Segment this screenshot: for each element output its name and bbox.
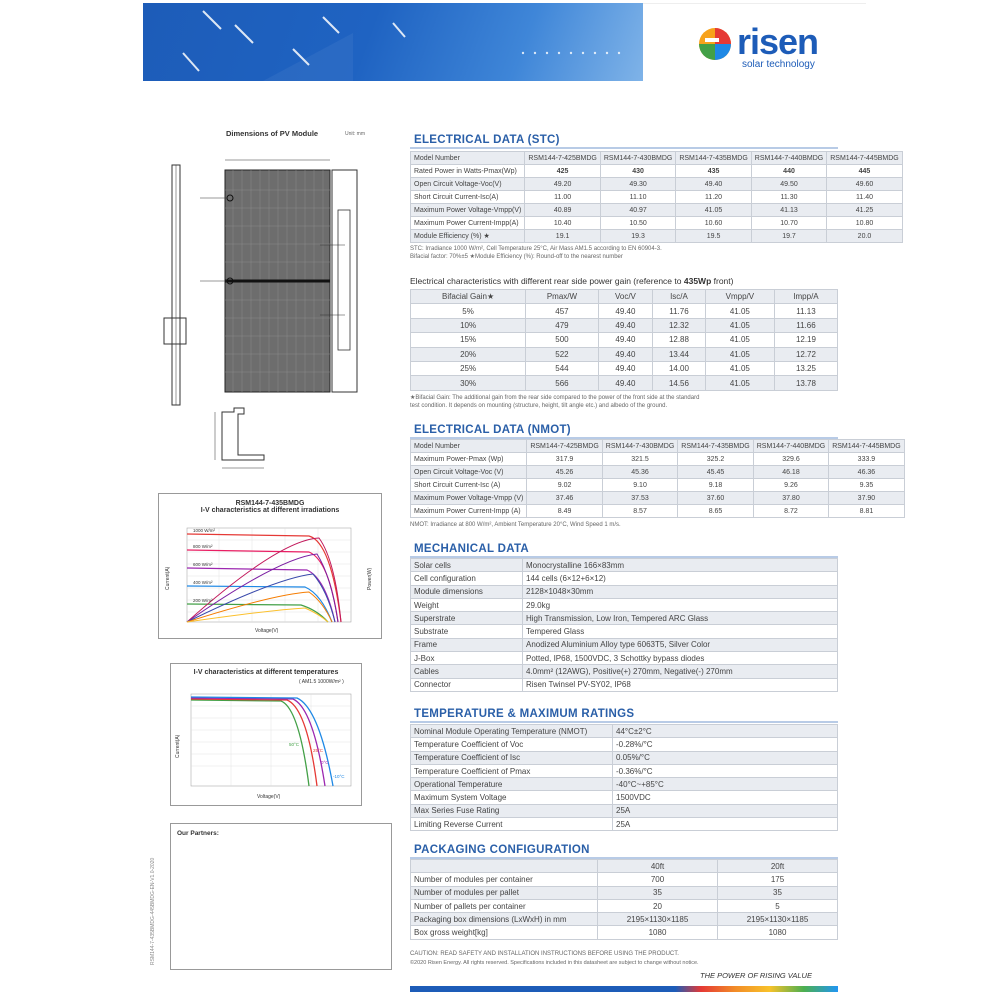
bifacial-title-end: front)	[711, 276, 734, 286]
table-cell: 9.18	[678, 479, 753, 492]
risen-logo-icon	[697, 26, 733, 62]
table-cell: 9.35	[829, 479, 904, 492]
table-cell: 41.05	[705, 318, 774, 332]
table-cell: 14.00	[653, 361, 706, 375]
table-header-cell: Vmpp/V	[705, 290, 774, 304]
table-cell: 457	[526, 304, 599, 318]
table-row	[411, 165, 903, 178]
table-cell: 329.6	[753, 453, 828, 466]
table-cell: 41.05	[705, 376, 774, 390]
table-cell: 9.10	[602, 479, 677, 492]
table-cell: 35	[718, 886, 838, 899]
table-row	[411, 347, 838, 361]
table-row	[411, 926, 838, 939]
mechanical-table	[410, 558, 838, 692]
table-cell: 144 cells (6×12+6×12)	[523, 572, 838, 585]
brand-name: risen	[737, 21, 819, 62]
table-cell: Weight	[411, 598, 523, 611]
table-header-cell: Isc/A	[653, 290, 706, 304]
temp-label: -10°C	[333, 774, 345, 779]
table-cell: Cell configuration	[411, 572, 523, 585]
table-cell: 11.30	[751, 191, 826, 204]
table-row	[411, 585, 838, 598]
table-cell: Short Circuit Current-Isc (A)	[411, 479, 527, 492]
divider	[410, 721, 838, 723]
table-cell: 41.05	[705, 347, 774, 361]
table-row	[411, 598, 838, 611]
table-cell: Connector	[411, 678, 523, 691]
stc-table	[410, 151, 903, 243]
table-cell: 10.50	[600, 217, 675, 230]
table-row	[411, 453, 905, 466]
table-cell: 10%	[411, 318, 526, 332]
table-cell: 49.40	[598, 347, 652, 361]
table-cell: Maximum System Voltage	[411, 791, 613, 804]
table-cell: Operational Temperature	[411, 778, 613, 791]
table-cell: 49.20	[525, 178, 600, 191]
iv-irr-title: I-V characteristics at different irradiations	[200, 507, 340, 514]
table-cell: 8.57	[602, 505, 677, 518]
stc-note: STC: Irradiance 1000 W/m², Cell Temperature 25°C, Air Mass AM1.5 according to EN 60904-3.	[410, 246, 662, 252]
table-row	[411, 204, 903, 217]
table-row	[411, 818, 838, 831]
table-row	[411, 505, 905, 518]
table-cell: Solar cells	[411, 559, 523, 572]
stc-header-cell: RSM144-7-435BMDG	[676, 152, 751, 165]
caution-text: CAUTION: READ SAFETY AND INSTALLATION INSTRUCTIONS BEFORE USING THE PRODUCT.	[410, 951, 679, 957]
table-header-cell: Pmax/W	[526, 290, 599, 304]
table-cell: Limiting Reverse Current	[411, 818, 613, 831]
iv-irradiation-panel	[158, 493, 382, 639]
table-cell: Superstrate	[411, 612, 523, 625]
nmot-title: ELECTRICAL DATA (NMOT)	[414, 424, 571, 436]
bifacial-note: ★Bifacial Gain: The additional gain from the rear side compared to the power of the front side at the standard	[410, 395, 700, 401]
table-cell: 544	[526, 361, 599, 375]
table-cell: 321.5	[602, 453, 677, 466]
table-row	[411, 764, 838, 777]
nmot-header-cell: RSM144-7-435BMDG	[678, 440, 753, 453]
table-cell: 20%	[411, 347, 526, 361]
iv-temperature-panel	[170, 663, 362, 806]
table-cell: 14.56	[653, 376, 706, 390]
table-cell: 8.65	[678, 505, 753, 518]
table-cell: 11.00	[525, 191, 600, 204]
table-cell: 15%	[411, 333, 526, 347]
mechanical-title: MECHANICAL DATA	[414, 543, 530, 555]
table-cell: Nominal Module Operating Temperature (NMOT)	[411, 725, 613, 738]
table-header-row	[411, 290, 838, 304]
table-cell: 35	[598, 886, 718, 899]
header-banner	[143, 3, 643, 81]
table-cell: 12.32	[653, 318, 706, 332]
table-cell: 37.53	[602, 492, 677, 505]
table-cell: 13.25	[774, 361, 837, 375]
table-cell: 11.76	[653, 304, 706, 318]
y-axis-label: Current(A)	[175, 734, 181, 758]
table-cell: 49.30	[600, 178, 675, 191]
table-row	[411, 178, 903, 191]
copyright-text: ©2020 Risen Energy. All rights reserved. Specifications included in this datasheet are subject to change without notice.	[410, 960, 699, 966]
module-dimension-drawing	[160, 150, 390, 480]
bifacial-title-bold: 435Wp	[683, 276, 712, 286]
nmot-header-cell: RSM144-7-425BMDG	[527, 440, 602, 453]
table-cell: 12.88	[653, 333, 706, 347]
table-cell: 566	[526, 376, 599, 390]
table-cell: 45.26	[527, 466, 602, 479]
table-cell: 41.13	[751, 204, 826, 217]
table-cell: Number of modules per pallet	[411, 886, 598, 899]
iv-temp-cond: ( AM1.5 1000W/m² )	[299, 679, 344, 685]
table-cell: 41.05	[676, 204, 751, 217]
table-cell: 37.80	[753, 492, 828, 505]
table-cell: 12.72	[774, 347, 837, 361]
table-cell: Maximum Power Current-Impp (A)	[411, 505, 527, 518]
table-cell: Anodized Aluminium Alloy type 6063T5, Silver Color	[523, 638, 838, 651]
table-cell: 500	[526, 333, 599, 347]
table-cell: 0.05%/°C	[613, 751, 838, 764]
footer-color-bar	[410, 986, 838, 992]
table-cell: Box gross weight[kg]	[411, 926, 598, 939]
table-row	[411, 778, 838, 791]
table-row	[411, 304, 838, 318]
table-cell: Temperature Coefficient of Voc	[411, 738, 613, 751]
table-cell: 9.02	[527, 479, 602, 492]
table-row	[411, 725, 838, 738]
table-cell: Temperature Coefficient of Pmax	[411, 764, 613, 777]
table-cell: 445	[827, 165, 902, 178]
table-cell: 10.80	[827, 217, 902, 230]
table-cell: 8.72	[753, 505, 828, 518]
table-cell: 175	[718, 873, 838, 886]
table-cell: 5%	[411, 304, 526, 318]
table-cell: 46.36	[829, 466, 904, 479]
table-cell: Maximum Power Voltage-Vmpp (V)	[411, 492, 527, 505]
table-cell: 430	[600, 165, 675, 178]
partners-box	[170, 823, 392, 970]
table-cell: 49.60	[827, 178, 902, 191]
table-cell: 11.40	[827, 191, 902, 204]
brand-tagline: solar technology	[742, 59, 815, 70]
stc-note: Bifacial factor: 70%±5 ★Module Efficiency (%): Round-off to the nearest number	[410, 254, 623, 260]
table-row	[411, 191, 903, 204]
nmot-header-cell: RSM144-7-440BMDG	[753, 440, 828, 453]
table-header-cell: 20ft	[718, 860, 838, 873]
temp-label: 0°C	[321, 760, 329, 765]
table-header-cell: Bifacial Gain★	[411, 290, 526, 304]
table-row	[411, 751, 838, 764]
table-cell: 29.0kg	[523, 598, 838, 611]
table-cell: 13.78	[774, 376, 837, 390]
table-cell: 37.60	[678, 492, 753, 505]
table-row	[411, 559, 838, 572]
nmot-header-cell: Model Number	[411, 440, 527, 453]
temperature-title: TEMPERATURE & MAXIMUM RATINGS	[414, 708, 635, 720]
bifacial-note: test condition. It depends on mounting (structure, height, tilt angle etc.) and albedo of the ground.	[410, 403, 668, 409]
table-cell: 2128×1048×30mm	[523, 585, 838, 598]
table-cell: 37.90	[829, 492, 904, 505]
table-cell: 19.1	[525, 230, 600, 243]
table-cell: 19.5	[676, 230, 751, 243]
iv-temp-title: I-V characteristics at different temperatures	[193, 669, 339, 676]
x-axis-label: Voltage(V)	[257, 794, 281, 800]
table-cell: 41.05	[705, 361, 774, 375]
table-cell: 20.0	[827, 230, 902, 243]
table-cell: Tempered Glass	[523, 625, 838, 638]
table-cell: 11.66	[774, 318, 837, 332]
table-cell: Risen Twinsel PV-SY02, IP68	[523, 678, 838, 691]
table-header-cell: Voc/V	[598, 290, 652, 304]
dimensions-unit: Unit: mm	[345, 131, 365, 137]
y-axis-label: Current(A)	[165, 566, 171, 590]
table-row	[411, 572, 838, 585]
iv-irr-model: RSM144-7-435BMDG	[235, 500, 305, 507]
document-code: RSM144-7-435BMDG-445BMDG-EN-V1.0-2020	[150, 857, 156, 965]
banner-pattern	[143, 3, 643, 81]
table-cell: Monocrystalline 166×83mm	[523, 559, 838, 572]
table-cell: 25A	[613, 804, 838, 817]
table-cell: 317.9	[527, 453, 602, 466]
temperature-table	[410, 724, 838, 831]
table-cell: 440	[751, 165, 826, 178]
table-row	[411, 318, 838, 332]
iv-temperature-chart	[171, 686, 359, 804]
table-cell: 425	[525, 165, 600, 178]
iv-irradiation-chart	[159, 520, 379, 636]
table-cell: 40.97	[600, 204, 675, 217]
table-cell: 40.89	[525, 204, 600, 217]
table-row	[411, 333, 838, 347]
table-cell: 19.3	[600, 230, 675, 243]
table-cell: Maximum Power-Pmax (Wp)	[411, 453, 527, 466]
table-cell: -0.28%/°C	[613, 738, 838, 751]
table-cell: 45.45	[678, 466, 753, 479]
table-cell: Open Circuit Voltage-Voc(V)	[411, 178, 525, 191]
table-cell: 325.2	[678, 453, 753, 466]
table-header-cell	[411, 860, 598, 873]
stc-title: ELECTRICAL DATA (STC)	[414, 134, 560, 146]
curve-label: 1000 W/m²	[193, 528, 216, 533]
table-row	[411, 217, 903, 230]
table-row	[411, 738, 838, 751]
table-cell: 2195×1130×1185	[598, 913, 718, 926]
table-cell: 8.81	[829, 505, 904, 518]
table-header-cell: 40ft	[598, 860, 718, 873]
table-cell: 44°C±2°C	[613, 725, 838, 738]
stc-header-cell: RSM144-7-445BMDG	[827, 152, 902, 165]
table-cell: Number of modules per container	[411, 873, 598, 886]
table-cell: 49.40	[598, 333, 652, 347]
table-cell: Temperature Coefficient of Isc	[411, 751, 613, 764]
table-cell: Max Series Fuse Rating	[411, 804, 613, 817]
curve-label: 800 W/m²	[193, 544, 213, 549]
packaging-table	[410, 859, 838, 940]
divider	[410, 147, 838, 149]
table-cell: 49.40	[598, 361, 652, 375]
bifacial-title	[410, 276, 733, 286]
table-header-row	[411, 860, 838, 873]
table-cell: 49.50	[751, 178, 826, 191]
table-row	[411, 804, 838, 817]
table-cell: Substrate	[411, 625, 523, 638]
table-row	[411, 791, 838, 804]
table-cell: 11.20	[676, 191, 751, 204]
table-cell: 46.18	[753, 466, 828, 479]
table-cell: Maximum Power Current-Impp(A)	[411, 217, 525, 230]
table-cell: Module Efficiency (%) ★	[411, 230, 525, 243]
table-cell: 49.40	[598, 318, 652, 332]
table-cell: 5	[718, 899, 838, 912]
table-cell: 1080	[598, 926, 718, 939]
stc-header-cell: RSM144-7-430BMDG	[600, 152, 675, 165]
table-cell: 333.9	[829, 453, 904, 466]
table-row	[411, 625, 838, 638]
dimensions-title: Dimensions of PV Module	[226, 129, 319, 138]
table-cell: 10.60	[676, 217, 751, 230]
table-row	[411, 638, 838, 651]
x-axis-label: Voltage(V)	[255, 628, 279, 634]
table-cell: 9.26	[753, 479, 828, 492]
table-cell: High Transmission, Low Iron, Tempered ARC Glass	[523, 612, 838, 625]
table-cell: 522	[526, 347, 599, 361]
table-row	[411, 361, 838, 375]
table-cell: 13.44	[653, 347, 706, 361]
table-cell: Number of pallets per container	[411, 899, 598, 912]
table-cell: Module dimensions	[411, 585, 523, 598]
bifacial-title-text: Electrical characteristics with different rear side power gain (reference to	[410, 276, 684, 286]
nmot-table	[410, 439, 905, 518]
bifacial-table	[410, 289, 838, 391]
table-cell: 1080	[718, 926, 838, 939]
table-cell: 49.40	[598, 376, 652, 390]
table-cell: 49.40	[598, 304, 652, 318]
table-cell: 20	[598, 899, 718, 912]
table-cell: Open Circuit Voltage-Voc (V)	[411, 466, 527, 479]
table-cell: 700	[598, 873, 718, 886]
partners-title: Our Partners:	[177, 830, 219, 837]
table-cell: Cables	[411, 665, 523, 678]
nmot-note: NMOT: Irradiance at 800 W/m², Ambient Temperature 20°C, Wind Speed 1 m/s.	[410, 522, 621, 528]
table-cell: 11.10	[600, 191, 675, 204]
table-cell: 4.0mm² (12AWG), Positive(+) 270mm, Negative(-) 270mm	[523, 665, 838, 678]
table-header-cell: Impp/A	[774, 290, 837, 304]
table-row	[411, 652, 838, 665]
table-cell: 37.46	[527, 492, 602, 505]
nmot-header-cell: RSM144-7-430BMDG	[602, 440, 677, 453]
packaging-title: PACKAGING CONFIGURATION	[414, 844, 590, 856]
table-cell: 25A	[613, 818, 838, 831]
stc-header-cell: RSM144-7-440BMDG	[751, 152, 826, 165]
table-cell: Packaging box dimensions (LxWxH) in mm	[411, 913, 598, 926]
table-cell: Rated Power in Watts-Pmax(Wp)	[411, 165, 525, 178]
table-row	[411, 612, 838, 625]
table-row	[411, 665, 838, 678]
table-row	[411, 376, 838, 390]
table-cell: 2195×1130×1185	[718, 913, 838, 926]
table-cell: 19.7	[751, 230, 826, 243]
curve-label: 600 W/m²	[193, 562, 213, 567]
table-row	[411, 678, 838, 691]
nmot-header-cell: RSM144-7-445BMDG	[829, 440, 904, 453]
curve-label: 200 W/m²	[193, 598, 213, 603]
table-cell: 41.05	[705, 333, 774, 347]
stc-header-cell: Model Number	[411, 152, 525, 165]
table-cell: 8.49	[527, 505, 602, 518]
stc-header-cell: RSM144-7-425BMDG	[525, 152, 600, 165]
table-row	[411, 913, 838, 926]
table-cell: -40°C~+85°C	[613, 778, 838, 791]
slogan: THE POWER OF RISING VALUE	[700, 971, 812, 980]
table-row	[411, 492, 905, 505]
table-cell: -0.36%/°C	[613, 764, 838, 777]
table-cell: 10.40	[525, 217, 600, 230]
table-row	[411, 466, 905, 479]
table-row	[411, 886, 838, 899]
table-cell: 11.13	[774, 304, 837, 318]
table-cell: Frame	[411, 638, 523, 651]
table-cell: 30%	[411, 376, 526, 390]
table-cell: 45.36	[602, 466, 677, 479]
table-row	[411, 230, 903, 243]
table-cell: Potted, IP68, 1500VDC, 3 Schottky bypass diodes	[523, 652, 838, 665]
table-cell: 435	[676, 165, 751, 178]
curve-label: 400 W/m²	[193, 580, 213, 585]
table-row	[411, 899, 838, 912]
table-cell: 25%	[411, 361, 526, 375]
table-cell: 479	[526, 318, 599, 332]
table-cell: Maximum Power Voltage-Vmpp(V)	[411, 204, 525, 217]
table-cell: 12.19	[774, 333, 837, 347]
table-cell: Short Circuit Current-Isc(A)	[411, 191, 525, 204]
y2-axis-label: Power(W)	[367, 567, 373, 590]
table-cell: J-Box	[411, 652, 523, 665]
table-cell: 10.70	[751, 217, 826, 230]
table-cell: 49.40	[676, 178, 751, 191]
temp-label: 25°C	[313, 748, 324, 753]
table-row	[411, 873, 838, 886]
table-cell: 1500VDC	[613, 791, 838, 804]
table-cell: 41.25	[827, 204, 902, 217]
table-cell: 41.05	[705, 304, 774, 318]
temp-label: 50°C	[289, 742, 300, 747]
table-row	[411, 479, 905, 492]
